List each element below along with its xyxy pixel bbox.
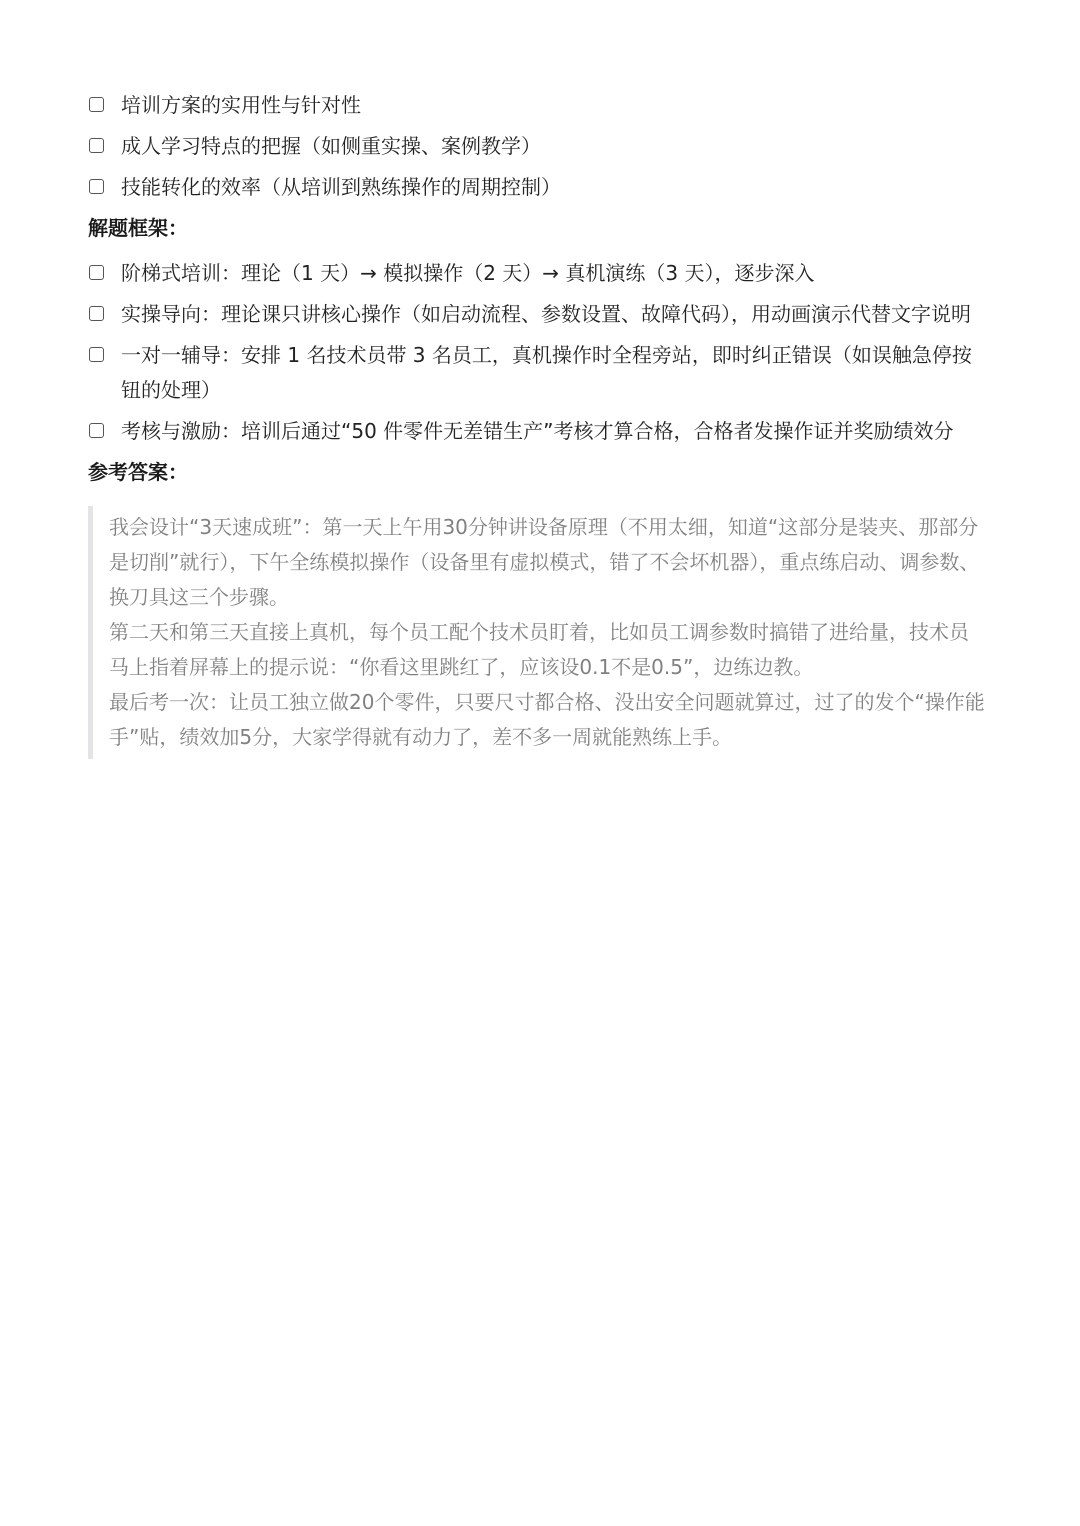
checkbox-icon[interactable] xyxy=(89,97,104,112)
checkbox-icon[interactable] xyxy=(89,265,104,280)
checklist-item xyxy=(88,88,988,123)
checklist-item xyxy=(88,338,988,408)
checklist-item-text: 培训方案的实用性与针对性 xyxy=(121,93,361,117)
checkbox-icon[interactable] xyxy=(89,347,104,362)
checkbox-icon[interactable] xyxy=(89,179,104,194)
checklist-item-text: 实操导向：理论课只讲核心操作（如启动流程、参数设置、故障代码），用动画演示代替文字说明 xyxy=(121,302,971,326)
checkbox-icon[interactable] xyxy=(89,138,104,153)
checklist-item-text: 成人学习特点的把握（如侧重实操、案例教学） xyxy=(121,134,541,158)
answer-paragraph: 第二天和第三天直接上真机，每个员工配个技术员盯着，比如员工调参数时搞错了进给量，技术员马上指着屏幕上的提示说：“你看这里跳红了，应该设0.1不是0.5”，边练边教。 xyxy=(109,620,969,679)
answer-quote xyxy=(88,506,988,759)
checklist-item xyxy=(88,256,988,291)
answer-paragraph: 我会设计“3天速成班”：第一天上午用30分钟讲设备原理（不用太细，知道“这部分是装夹、那部分是切削”就行），下午全练模拟操作（设备里有虚拟模式，错了不会坏机器），重点练启动、调参数、换刀具这三个步骤。 xyxy=(109,515,980,609)
checkbox-icon[interactable] xyxy=(89,306,104,321)
answer-paragraph: 最后考一次：让员工独立做20个零件，只要尺寸都合格、没出安全问题就算过，过了的发个“操作能手”贴，绩效加5分，大家学得就有动力了，差不多一周就能熟练上手。 xyxy=(109,690,985,749)
framework-checklist xyxy=(88,256,988,449)
intro-checklist xyxy=(88,88,988,205)
checkbox-icon[interactable] xyxy=(89,423,104,438)
checklist-item xyxy=(88,414,988,449)
checklist-item-text: 考核与激励：培训后通过“50 件零件无差错生产”考核才算合格，合格者发操作证并奖励绩效分 xyxy=(121,419,954,443)
checklist-item xyxy=(88,170,988,205)
checklist-item-text: 一对一辅导：安排 1 名技术员带 3 名员工，真机操作时全程旁站，即时纠正错误（如误触急停按钮的处理） xyxy=(121,343,972,402)
checklist-item xyxy=(88,129,988,164)
checklist-item-text: 阶梯式培训：理论（1 天）→ 模拟操作（2 天）→ 真机演练（3 天），逐步深入 xyxy=(121,261,815,285)
checklist-item-text: 技能转化的效率（从培训到熟练操作的周期控制） xyxy=(121,175,561,199)
document-content xyxy=(88,88,988,775)
framework-heading: 解题框架： xyxy=(88,216,188,240)
answer-heading: 参考答案： xyxy=(88,460,188,484)
checklist-item xyxy=(88,297,988,332)
